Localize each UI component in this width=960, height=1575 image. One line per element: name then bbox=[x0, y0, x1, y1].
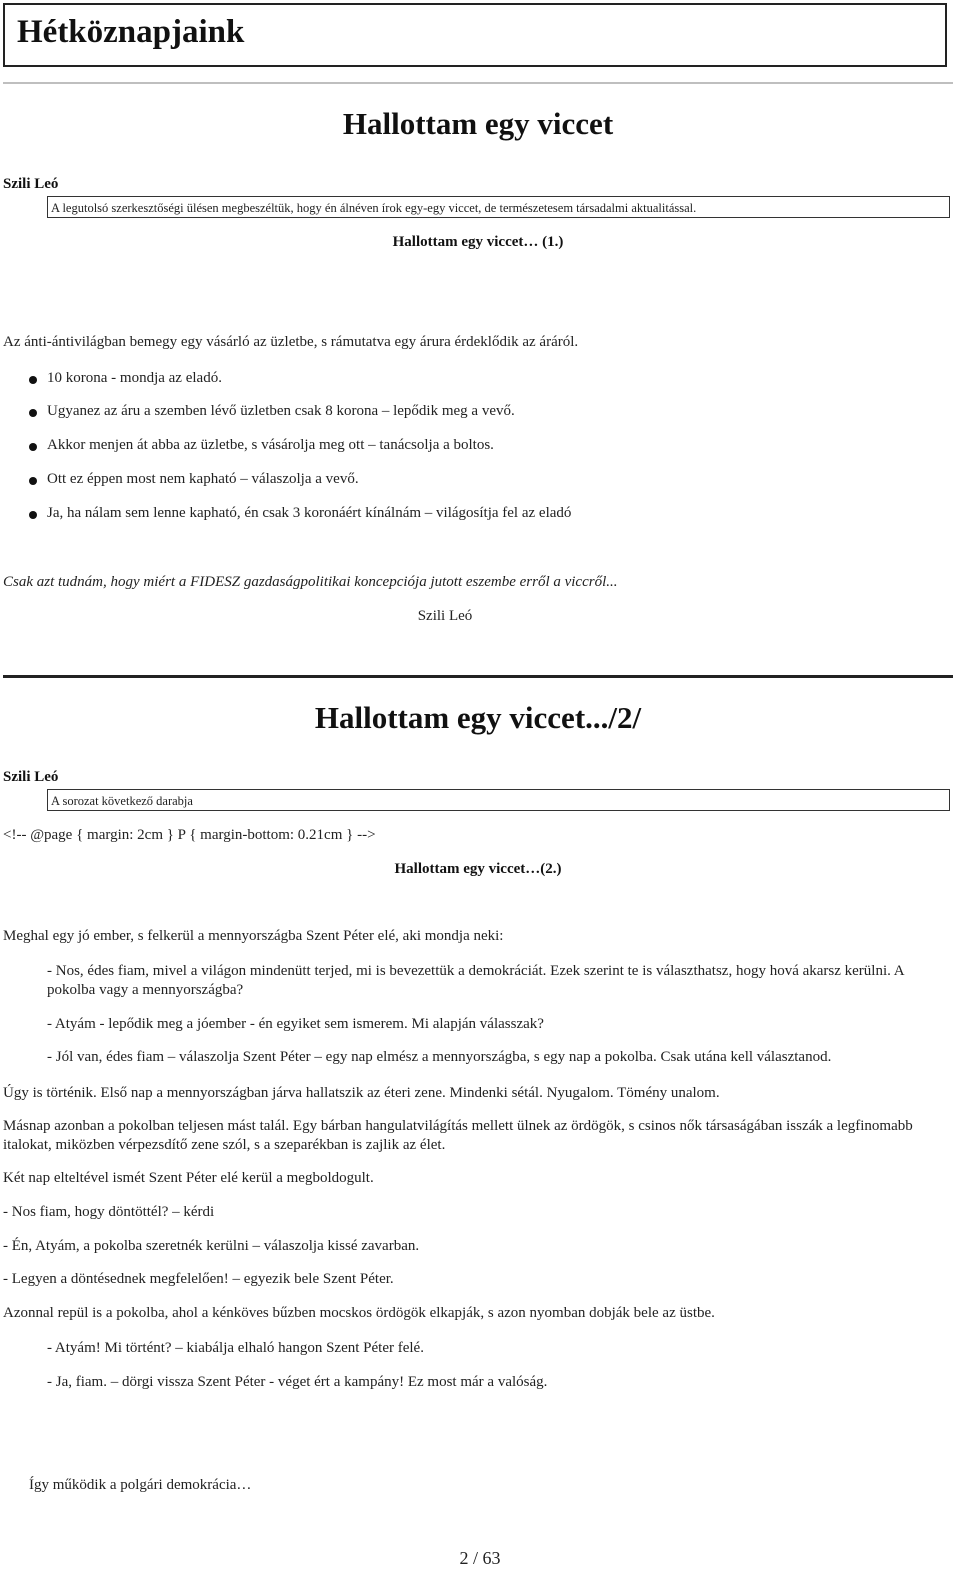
paragraph: Az ánti-ántivilágban bemegy egy vásárló az üzletbe, s rámutatva egy árura érdeklődik az áráról. bbox=[3, 334, 579, 350]
article-title: Hallottam egy viccet.../2/ bbox=[314, 700, 642, 735]
list-item: Ott ez éppen most nem kapható – válaszolja a vevő. bbox=[47, 471, 359, 487]
bullet-icon bbox=[29, 443, 37, 451]
article-author[interactable]: Szili Leó bbox=[3, 769, 59, 785]
quote-line: pokolba vagy a mennyországba? bbox=[47, 982, 244, 998]
paragraph: Két nap elteltével ismét Szent Péter elé kerül a megboldogult. bbox=[3, 1170, 374, 1186]
signature: Szili Leó bbox=[417, 608, 473, 624]
article-title: Hallottam egy viccet bbox=[342, 106, 614, 141]
paragraph: Úgy is történik. Első nap a mennyországban járva hallatszik az éteri zene. Mindenki sétál. Nyugalom. Tömény unalom. bbox=[3, 1085, 720, 1101]
page-indicator: 2 / 63 bbox=[459, 1548, 501, 1568]
list-item: Ja, ha nálam sem lenne kapható, én csak 3 koronáért kínálnám – világosítja fel az eladó bbox=[47, 505, 572, 521]
bullet-icon bbox=[29, 409, 37, 417]
paragraph: Azonnal repül is a pokolba, ahol a kénköves bűzben mocskos ördögök elkapják, s azon nyomban dobják bele az üstbe. bbox=[3, 1305, 715, 1321]
paragraph: - Legyen a döntésednek megfelelően! – egyezik bele Szent Péter. bbox=[3, 1271, 394, 1287]
paragraph: italokat, miközben vérpezsdítő zene szól, s a szeparékban is zajlik az élet. bbox=[3, 1137, 446, 1153]
final-line: Így működik a polgári demokrácia… bbox=[29, 1477, 252, 1493]
article-lead: A legutolsó szerkesztőségi ülésen megbeszéltük, hogy én álnéven írok egy-egy viccet, de természetesem társadalmi aktualitással. bbox=[47, 196, 950, 218]
bullet-icon bbox=[29, 477, 37, 485]
article-subheading: Hallottam egy viccet…(2.) bbox=[394, 861, 562, 877]
article-divider bbox=[3, 675, 953, 678]
list-item: Akkor menjen át abba az üzletbe, s vásárolja meg ott – tanácsolja a boltos. bbox=[47, 437, 494, 453]
paragraph: - Én, Atyám, a pokolba szeretnék kerülni – válaszolja kissé zavarban. bbox=[3, 1238, 420, 1254]
quote-line: - Ja, fiam. – dörgi vissza Szent Péter - véget ért a kampány! Ez most már a valóság. bbox=[47, 1374, 548, 1390]
article-lead: A sorozat következő darabja bbox=[47, 789, 950, 811]
article-subheading: Hallottam egy viccet… (1.) bbox=[392, 234, 564, 250]
closing-remark: Csak azt tudnám, hogy miért a FIDESZ gazdaságpolitikai koncepciója jutott eszembe erről a viccről... bbox=[3, 574, 618, 590]
header-divider bbox=[3, 82, 953, 84]
site-title: Hétköznapjaink bbox=[17, 14, 245, 50]
quote-line: - Atyám - lepődik meg a jóember - én egyiket sem ismerem. Mi alapján válasszak? bbox=[47, 1016, 544, 1032]
quote-line: - Nos, édes fiam, mivel a világon mindenütt terjed, mi is bevezettük a demokráciát. Ezek szerint te is választhatsz, hogy hová akarsz kerülni. A bbox=[47, 963, 905, 979]
bullet-icon bbox=[29, 511, 37, 519]
code-comment: <!-- @page { margin: 2cm } P { margin-bottom: 0.21cm } --> bbox=[3, 827, 376, 843]
article-author[interactable]: Szili Leó bbox=[3, 176, 59, 192]
bullet-icon bbox=[29, 376, 37, 384]
paragraph: Másnap azonban a pokolban teljesen mást talál. Egy bárban hangulatvilágítás mellett ülnek az ördögök, s csinos nők társaságában isszák a legfinomabb bbox=[3, 1118, 913, 1134]
list-item: Ugyanez az áru a szemben lévő üzletben csak 8 korona – lepődik meg a vevő. bbox=[47, 403, 515, 419]
quote-line: - Jól van, édes fiam – válaszolja Szent Péter – egy nap elmész a mennyországba, s egy nap a pokolba. Csak utána kell választanod. bbox=[47, 1049, 832, 1065]
list-item: 10 korona - mondja az eladó. bbox=[47, 370, 222, 386]
paragraph: Meghal egy jó ember, s felkerül a mennyországba Szent Péter elé, aki mondja neki: bbox=[3, 928, 504, 944]
quote-line: - Atyám! Mi történt? – kiabálja elhaló hangon Szent Péter felé. bbox=[47, 1340, 424, 1356]
paragraph: - Nos fiam, hogy döntöttél? – kérdi bbox=[3, 1204, 215, 1220]
